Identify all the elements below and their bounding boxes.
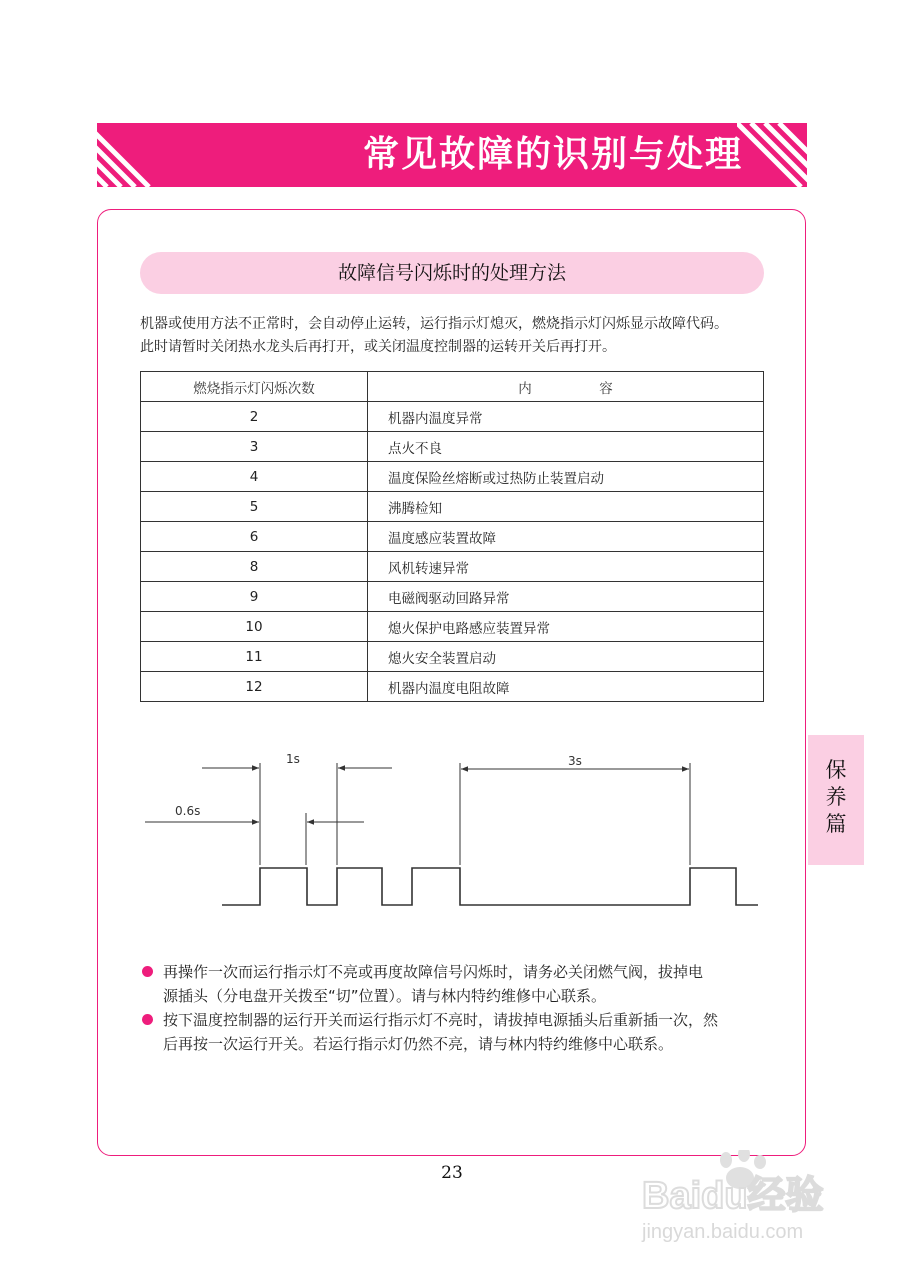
table-row: [141, 672, 764, 702]
fault-description: 点火不良: [368, 432, 764, 462]
label-1s: 1s: [286, 752, 300, 766]
blink-count: 4: [141, 462, 368, 492]
section-side-tab: [808, 735, 864, 865]
fault-description: 电磁阀驱动回路异常: [368, 582, 764, 612]
side-tab-char: 篇: [825, 812, 847, 836]
blink-count: 6: [141, 522, 368, 552]
fault-description: 机器内温度异常: [368, 402, 764, 432]
baidu-watermark-logo: [640, 1150, 870, 1250]
header-banner: [97, 123, 807, 187]
svg-text:Baidu经验: Baidu经验: [642, 1175, 824, 1217]
table-row: [141, 432, 764, 462]
stripes-decoration-right: [737, 123, 807, 187]
blink-count: 2: [141, 402, 368, 432]
page-title: 常见故障的识别与处理: [362, 134, 743, 175]
page-number: 23: [441, 1163, 463, 1183]
column-header-content: 内 容: [368, 372, 764, 402]
intro-line-1: 机器或使用方法不正常时，会自动停止运转，运行指示灯熄灭，燃烧指示灯闪烁显示故障代码。: [140, 316, 728, 332]
fault-description: 风机转速异常: [368, 552, 764, 582]
table-row: [141, 642, 764, 672]
table-row: [141, 552, 764, 582]
blink-count: 8: [141, 552, 368, 582]
column-header-count: 燃烧指示灯闪烁次数: [141, 372, 368, 402]
blink-count: 10: [141, 612, 368, 642]
fault-description: 沸腾检知: [368, 492, 764, 522]
intro-line-2: 此时请暂时关闭热水龙头后再打开，或关闭温度控制器的运转开关后再打开。: [140, 339, 616, 355]
list-item: [140, 1008, 780, 1056]
blink-count: 11: [141, 642, 368, 672]
label-3s: 3s: [568, 754, 582, 768]
table-header-row: [141, 372, 764, 402]
stripes-decoration-left: [97, 123, 167, 187]
notes-list: [140, 960, 780, 1056]
note-line: 按下温度控制器的运行开关而运行指示灯不亮时，请拔掉电源插头后重新插一次，然: [163, 1011, 719, 1029]
note-line: 再操作一次而运行指示灯不亮或再度故障信号闪烁时，请务必关闭燃气阀，拔掉电: [163, 963, 704, 981]
blink-count: 12: [141, 672, 368, 702]
side-tab-char: 保: [825, 758, 847, 782]
note-line: 后再按一次运行开关。若运行指示灯仍然不亮，请与林内特约维修中心联系。: [163, 1035, 674, 1053]
table-row: [141, 582, 764, 612]
list-item: [140, 960, 780, 1008]
label-0.6s: 0.6s: [175, 804, 201, 818]
blink-timing-diagram: [140, 745, 770, 920]
intro-text: [140, 313, 780, 359]
table-row: [141, 612, 764, 642]
blink-count: 5: [141, 492, 368, 522]
fault-code-table: [140, 371, 764, 702]
fault-description: 温度保险丝熔断或过热防止装置启动: [368, 462, 764, 492]
fault-description: 熄火安全装置启动: [368, 642, 764, 672]
waveform-line: [222, 868, 758, 905]
table-row: [141, 462, 764, 492]
fault-description: 机器内温度电阻故障: [368, 672, 764, 702]
fault-description: 熄火保护电路感应装置异常: [368, 612, 764, 642]
table-row: [141, 522, 764, 552]
blink-count: 3: [141, 432, 368, 462]
section-subtitle: 故障信号闪烁时的处理方法: [140, 252, 764, 294]
fault-description: 温度感应装置故障: [368, 522, 764, 552]
table-row: [141, 492, 764, 522]
note-line: 源插头（分电盘开关拨至“切”位置）。请与林内特约维修中心联系。: [163, 987, 607, 1005]
bullet-icon: [142, 1014, 153, 1025]
blink-count: 9: [141, 582, 368, 612]
table-row: [141, 402, 764, 432]
svg-text:jingyan.baidu.com: jingyan.baidu.com: [642, 1221, 804, 1243]
side-tab-char: 养: [825, 785, 847, 809]
bullet-icon: [142, 966, 153, 977]
